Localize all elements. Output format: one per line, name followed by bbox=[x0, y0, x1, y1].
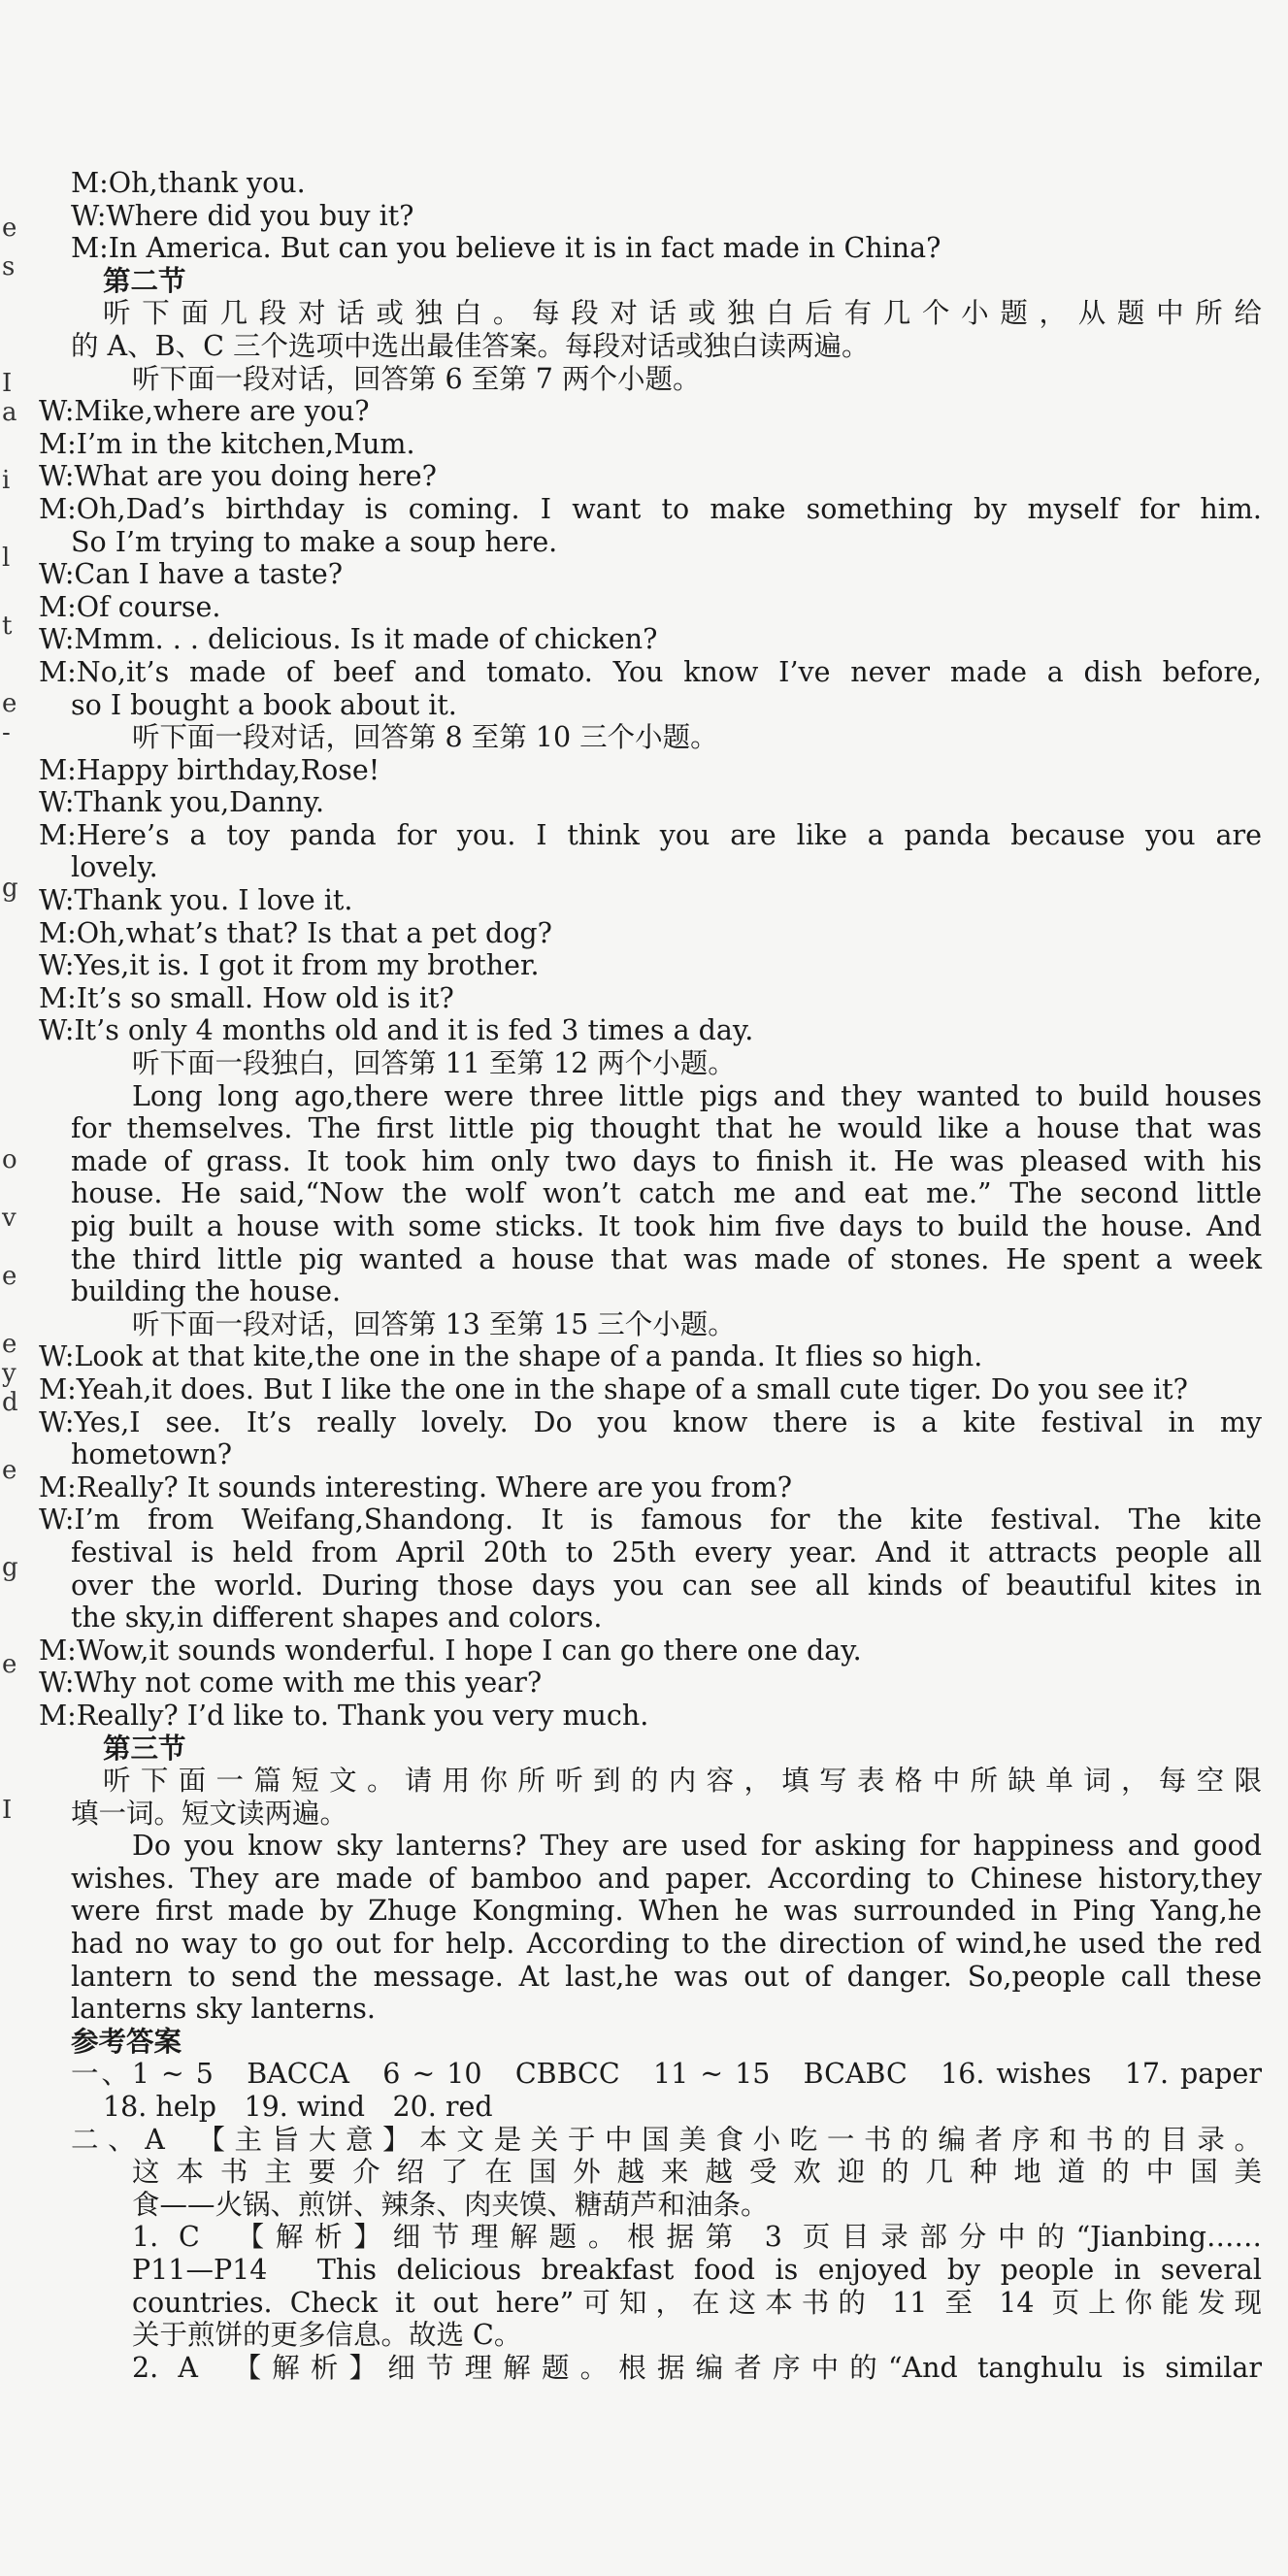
margin-char: e bbox=[2, 1330, 17, 1359]
margin-char: e bbox=[2, 1262, 17, 1291]
margin-char: e bbox=[2, 1650, 17, 1679]
text-line: were first made by Zhuge Kongming. When he was surrounded in Ping Yang,he bbox=[71, 1895, 1262, 1928]
text-line: had no way to go out for help. According to the direction of wind,he used the red bbox=[71, 1928, 1262, 1961]
text-line: M:Really? I’d like to. Thank you very much. bbox=[39, 1699, 649, 1732]
text-line: 听下面一段对话，回答第 13 至第 15 三个小题。 bbox=[132, 1307, 736, 1340]
text-line: the sky,in different shapes and colors. bbox=[71, 1602, 603, 1635]
margin-char: d bbox=[2, 1388, 18, 1417]
text-line: 听下面一段独白，回答第 11 至第 12 两个小题。 bbox=[132, 1047, 736, 1080]
text-line: 听下面一篇短文。请用你所听到的内容，填写表格中所缺单词，每空限 bbox=[103, 1765, 1262, 1798]
text-line: W:Where did you buy it? bbox=[71, 199, 414, 232]
text-line: M:Wow,it sounds wonderful. I hope I can go there one day. bbox=[39, 1634, 862, 1667]
left-margin-strip bbox=[0, 175, 21, 2116]
text-line: W:Why not come with me this year? bbox=[39, 1667, 543, 1700]
text-line: W:Mmm. . . delicious. Is it made of chicken? bbox=[39, 623, 658, 656]
margin-char: a bbox=[2, 398, 17, 427]
document-page bbox=[39, 167, 1262, 2384]
text-line: W:Yes,I see. It’s really lovely. Do you know there is a kite festival in my bbox=[39, 1405, 1262, 1438]
text-line: building the house. bbox=[71, 1275, 342, 1308]
text-line: So I’m trying to make a soup here. bbox=[71, 525, 558, 558]
text-line: M:Really? It sounds interesting. Where are you from? bbox=[39, 1470, 793, 1503]
text-line: 第二节 bbox=[103, 263, 186, 297]
text-line: M:In America. But can you believe it is in fact made in China? bbox=[71, 232, 941, 265]
text-line: W:What are you doing here? bbox=[39, 460, 437, 493]
margin-char: e bbox=[2, 689, 17, 718]
text-line: 听下面一段对话，回答第 8 至第 10 三个小题。 bbox=[132, 721, 718, 754]
margin-char: g bbox=[2, 874, 18, 903]
text-line: 二、A 【主旨大意】本文是关于中国美食小吃一书的编者序和书的目录。 bbox=[71, 2123, 1262, 2156]
text-line: festival is held from April 20th to 25th every year. And it attracts people all bbox=[71, 1536, 1262, 1569]
margin-char: y bbox=[2, 1359, 17, 1388]
text-line: 关于煎饼的更多信息。故选 C。 bbox=[132, 2319, 522, 2352]
text-line: W:Thank you,Danny. bbox=[39, 786, 325, 819]
text-line: 这本书主要介绍了在国外越来越受欢迎的几种地道的中国美 bbox=[132, 2156, 1262, 2189]
text-line: M:Of course. bbox=[39, 590, 221, 623]
text-line: W:It’s only 4 months old and it is fed 3 times a day. bbox=[39, 1014, 754, 1047]
text-line: for themselves. The first little pig thought that he would like a house that was bbox=[71, 1112, 1262, 1145]
text-line: M:Yeah,it does. But I like the one in the shape of a small cute tiger. Do you see it? bbox=[39, 1372, 1188, 1405]
text-line: M:It’s so small. How old is it? bbox=[39, 981, 454, 1014]
margin-char: e bbox=[2, 1456, 17, 1485]
text-line: W:I’m from Weifang,Shandong. It is famous for the kite festival. The kite bbox=[39, 1503, 1262, 1536]
margin-char: g bbox=[2, 1553, 18, 1582]
margin-char: l bbox=[2, 544, 11, 573]
margin-char: v bbox=[2, 1204, 17, 1233]
text-line: M:Here’s a toy panda for you. I think you are like a panda because you are bbox=[39, 818, 1262, 851]
text-line: 食——火锅、煎饼、辣条、肉夹馍、糖葫芦和油条。 bbox=[132, 2188, 769, 2221]
text-line: M:Happy birthday,Rose! bbox=[39, 753, 380, 786]
margin-char: - bbox=[2, 718, 11, 747]
text-line: pig built a house with some sticks. It took him five days to build the house. And bbox=[71, 1210, 1262, 1242]
text-line: hometown? bbox=[71, 1438, 233, 1471]
text-line: wishes. They are made of bamboo and paper. According to Chinese history,they bbox=[71, 1862, 1262, 1895]
text-line: M:Oh,Dad’s birthday is coming. I want to make something by myself for him. bbox=[39, 492, 1262, 525]
margin-char: e bbox=[2, 214, 17, 243]
text-line: house. He said,“Now the wolf won’t catch me and eat me.” The second little bbox=[71, 1177, 1262, 1210]
margin-char: I bbox=[2, 369, 13, 398]
text-line: W:Mike,where are you? bbox=[39, 395, 370, 428]
text-line: 18. help 19. wind 20. red bbox=[103, 2091, 493, 2124]
text-line: 2. A 【解析】细节理解题。根据编者序中的“And tanghulu is similar bbox=[132, 2351, 1262, 2384]
margin-char: t bbox=[2, 611, 13, 641]
text-line: W:Can I have a taste? bbox=[39, 558, 344, 591]
text-line: W:Thank you. I love it. bbox=[39, 884, 353, 917]
text-line: 第三节 bbox=[103, 1731, 186, 1765]
margin-char: o bbox=[2, 1145, 17, 1174]
text-line: so I bought a book about it. bbox=[71, 688, 457, 721]
text-line: 听下面几段对话或独白。每段对话或独白后有几个小题，从题中所给 bbox=[103, 297, 1262, 330]
text-line: 听下面一段对话，回答第 6 至第 7 两个小题。 bbox=[132, 362, 701, 395]
text-line: Do you know sky lanterns? They are used for asking for happiness and good bbox=[132, 1830, 1262, 1863]
text-line: M:I’m in the kitchen,Mum. bbox=[39, 427, 415, 460]
text-line: 参考答案 bbox=[71, 2024, 182, 2058]
margin-char: I bbox=[2, 1796, 13, 1825]
margin-char: i bbox=[2, 466, 11, 495]
text-line: P11—P14 This delicious breakfast food is enjoyed by people in several bbox=[132, 2254, 1262, 2286]
text-line: M:Oh,what’s that? Is that a pet dog? bbox=[39, 916, 552, 949]
text-line: countries. Check it out here”可知，在这本书的 11 至 14 页上你能发现 bbox=[132, 2286, 1262, 2319]
text-line: the third little pig wanted a house that was made of stones. He spent a week bbox=[71, 1242, 1262, 1275]
margin-char: s bbox=[2, 252, 16, 281]
text-line: 的 A、B、C 三个选项中选出最佳答案。每段对话或独白读两遍。 bbox=[71, 329, 870, 362]
text-line: 填一词。短文读两遍。 bbox=[71, 1797, 348, 1830]
text-line: W:Yes,it is. I got it from my brother. bbox=[39, 949, 540, 982]
text-line: lanterns sky lanterns. bbox=[71, 1993, 376, 2026]
text-line: over the world. During those days you can see all kinds of beautiful kites in bbox=[71, 1569, 1262, 1602]
text-line: lovely. bbox=[71, 851, 158, 884]
text-line: M:No,it’s made of beef and tomato. You know I’ve never made a dish before, bbox=[39, 655, 1262, 688]
text-line: 一、1 ~ 5 BACCA 6 ~ 10 CBBCC 11 ~ 15 BCABC 16. wishes 17. paper bbox=[71, 2058, 1262, 2091]
text-line: M:Oh,thank you. bbox=[71, 167, 306, 199]
text-line: Long long ago,there were three little pigs and they wanted to build houses bbox=[132, 1079, 1262, 1112]
text-line: lantern to send the message. At last,he was out of danger. So,people call these bbox=[71, 1960, 1262, 1993]
text-line: 1. C 【解析】细节理解题。根据第 3 页目录部分中的“Jianbing…… bbox=[132, 2221, 1262, 2254]
text-line: made of grass. It took him only two days to finish it. He was pleased with his bbox=[71, 1144, 1262, 1177]
text-line: W:Look at that kite,the one in the shape of a panda. It flies so high. bbox=[39, 1340, 983, 1373]
